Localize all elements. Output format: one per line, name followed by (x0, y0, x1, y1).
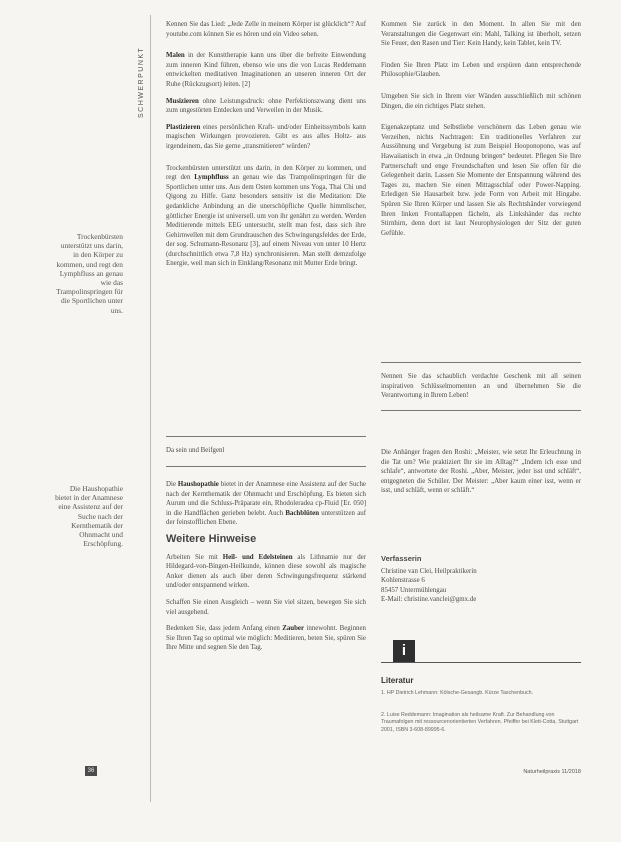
section-tag: SCHWERPUNKT (138, 46, 145, 118)
literature-item: 2. Luise Reddemann: Imagination als heilsame Kraft. Zur Behandlung von Traumafolgen mit ressourcenorientierten Verfahren. Pfeiffer bei Klett-Cotta, Stuttgart 2001, ISBN 3-608-89995-6. (381, 712, 579, 733)
paragraph-haushopathie: Die Haushopathie bietet in der Anamnese eine Assistenz auf der Suche nach der Kernthematik der Ohnmacht und Erschöpfung. Es bieten sich Aurum und die Schluss-Präparate ein, Rhodoleradea cp-Fluid [Er. 050] in die Handflächen gerieben belebt. Auch Bachblüten unterstützen auf der feinstofflichen Ebene. (166, 481, 367, 527)
paragraph-moment: Kommen Sie zurück in den Moment. In allen Sie mit den Veranstaltungen die Gegenwart ein: Mahl, Talking ist überholt, setzen Sie Feuer, den Rasen und Tier: Kein Handy, kein Tablet, kein TV. (381, 21, 581, 48)
right-rule-2 (381, 410, 581, 411)
paragraph-ausgleich: Schaffen Sie einen Ausgleich – wenn Sie viel sitzen, bewegen Sie sich viel ausgehend. (166, 598, 366, 616)
intro-paragraph: Kennen Sie das Lied: „Jede Zelle in meinem Körper ist glücklich“? Auf youtube.com können Sie es hören und ein Video sehen. (166, 21, 366, 38)
left-rule-2 (166, 466, 366, 467)
margin-note-2: Die Haushopathie bietet in der Anamnese eine Assistenz auf der Suche nach der Kernthematik der Ohnmacht und Erschöpfung. (55, 484, 123, 549)
right-column (381, 20, 581, 245)
author-line: Kohlenstrasse 6 (381, 577, 425, 585)
right-anecdote: Die Anhänger fragen den Roshi: „Meister, wie setzt Ihr Erleuchtung in die Tat um? Wie praktiziert Ihr sie im Alltag?“ „Indem ich esse und schlafe“, antwortete der Roshi. „Aber, Meister, jeder isst und schläft“, entgegneten die Schüler. Der Meister: „Aber kaum einer isst, wenn er isst, und schläft, wenn er schläft.“ (381, 449, 581, 495)
paragraph-umgeben: Umgeben Sie sich in Ihrem vier Wänden ausschließlich mit schönen Dingen, die ein richtiges Platz stehen. (381, 92, 581, 110)
paragraph-trockenbuersten: Trockenbürsten unterstützt uns darin, in den Körper zu kommen, und regt den Lymphfluss an genau wie das Trampolinspringen für die Sportlichen unter uns. Aus dem Osten kommen uns Yoga, Thai Chi und Qigong zu Hilfe. Ganz besonders sensitiv ist die Meditation: Die gedankliche Anbindung an die unerschöpfliche Quelle himmlischer, göttlicher Energie ist universell. um von ihr genährt zu werden. Werden Meditierende mittels EEG untersucht, stellt man fest, dass sich ihre Gehirnwellen mit dem Grundrauschen des Schwingungsfeldes der Erde, der sog. Schumann-Resonanz [3], auf einem Niveau von unter 10 Hertz (durchschnittlich etwa 7,8 Hz) synchronisieren. Man stellt demzufolge Energie, weil man sich in Einklang/Resonanz mit Mutter Erde bringt. (166, 164, 366, 268)
right-rule-1 (381, 362, 581, 363)
author-line: Christine van Clei, Heilpraktikerin (381, 567, 477, 575)
left-column (166, 20, 366, 276)
literature-item: 1. HP Dietrich Lehmann: Kölsche-Gesangb. Kürze Taschenbuch. (381, 690, 534, 696)
paragraph-malen: Malen in der Kunsttherapie kann uns über die befreite Einwendung zum inneren Kind führen, ebenso wie uns die von Lucas Reddemann entwickelten meditativen Imaginationen an unseren inneren Ort der Ruhe (Rückzugsort) leiten. [2] (166, 52, 366, 88)
paragraph-platz: Finden Sie Ihren Platz im Leben und erspüren dann entsprechende Philosophie/Glauben. (381, 61, 581, 79)
margin-note-1: Trockenbürsten unterstützt uns darin, in den Körper zu kommen, und regt den Lymphfluss an genau wie das Trampolinspringen für die Sportlichen unter uns. (56, 232, 123, 315)
info-icon: i (393, 640, 415, 662)
left-rule-1 (166, 436, 366, 437)
paragraph-plastizieren: Plastizieren eines persönlichen Kraft- und/oder Einheitssymbols kann magischen Wirkungen provozieren. Gibt es aus alles Holtz- aus irgendeinem, das Sie gerne „transmitieren“ würden? (166, 123, 366, 150)
page-number: 36 (85, 766, 97, 776)
right-callout: Nennen Sie das schaublich verdachte Geschenk mit all seinen inspirativen Schlüsselmomenten an und übernehmen Sie die Verantwortung in Ihrem Leben! (381, 373, 581, 400)
author-line: E-Mail: christine.vanclei@gmx.de (381, 596, 477, 604)
section-heading: Weitere Hinweise (166, 532, 257, 545)
paragraph-eigenakzeptanz: Eigenakzeptanz und Selbstliebe verschönern das Leben genau wie Verzeihen, nichts Nachtragen: Ein traditionelles Verfahren zur Aussöhnung und Vergebung ist zum Beispiel Hooponopono, was auf Hawaiianisch in etwa „in Ordnung bringen“ bedeutet. Pflegen Sie Ihre Partnerschaft und enge Freundschaften und lesen Sie offen für die Gelegenheit darin. Lassen Sie Momente der Entspannung während des Tages zu, machen Sie einen Mittagsschlaf oder Power-Napping. Erledigen Sie Hausarbeit bzw. jede Form von Arbeit mit Hingabe. Spüren Sie Ihren Körper und lassen Sie als Rechtshänder vorwiegend Ihren linken Frontallappen fächeln, als Linkshänder das rechte Stirnhirn, denn dort ist laut Neurophysiologen der Sitz der guten Gefühle. (381, 124, 581, 237)
paragraph-zauber: Bedenken Sie, dass jedem Anfang einen Zauber innewohnt. Beginnen Sie Ihren Tag so optimal wie möglich: Meditieren, beten Sie, spüren Sie Ihre Mitte und segnen Sie den Tag. (166, 625, 367, 652)
footer-issue: Naturheilpraxis 11/2018 (523, 769, 581, 775)
author-line: 85457 Untermühlengau (381, 586, 447, 594)
author-heading: Verfasserin (381, 554, 422, 563)
left-column-lower (166, 480, 366, 660)
author-block (381, 554, 581, 605)
left-quote: Da sein und Beifgenl (166, 447, 225, 454)
paragraph-musizieren: Musizieren ohne Leistungsdruck: ohne Perfektionszwang dient uns zum ungestörten Entdecken und Verweilen in der Musik. (166, 97, 366, 115)
literature-title: Literatur (381, 676, 414, 685)
literature-rule (381, 662, 581, 663)
paragraph-steine: Arbeiten Sie mit Heil- und Edelsteinen als Lithnamie nur der Hildegard-von-Bingen-Heilkunde, können diese sowohl als magische Anker dienen als auch über deren Schwingungsfrequenz stärkend und/oder entspannend wirken. (166, 553, 366, 590)
